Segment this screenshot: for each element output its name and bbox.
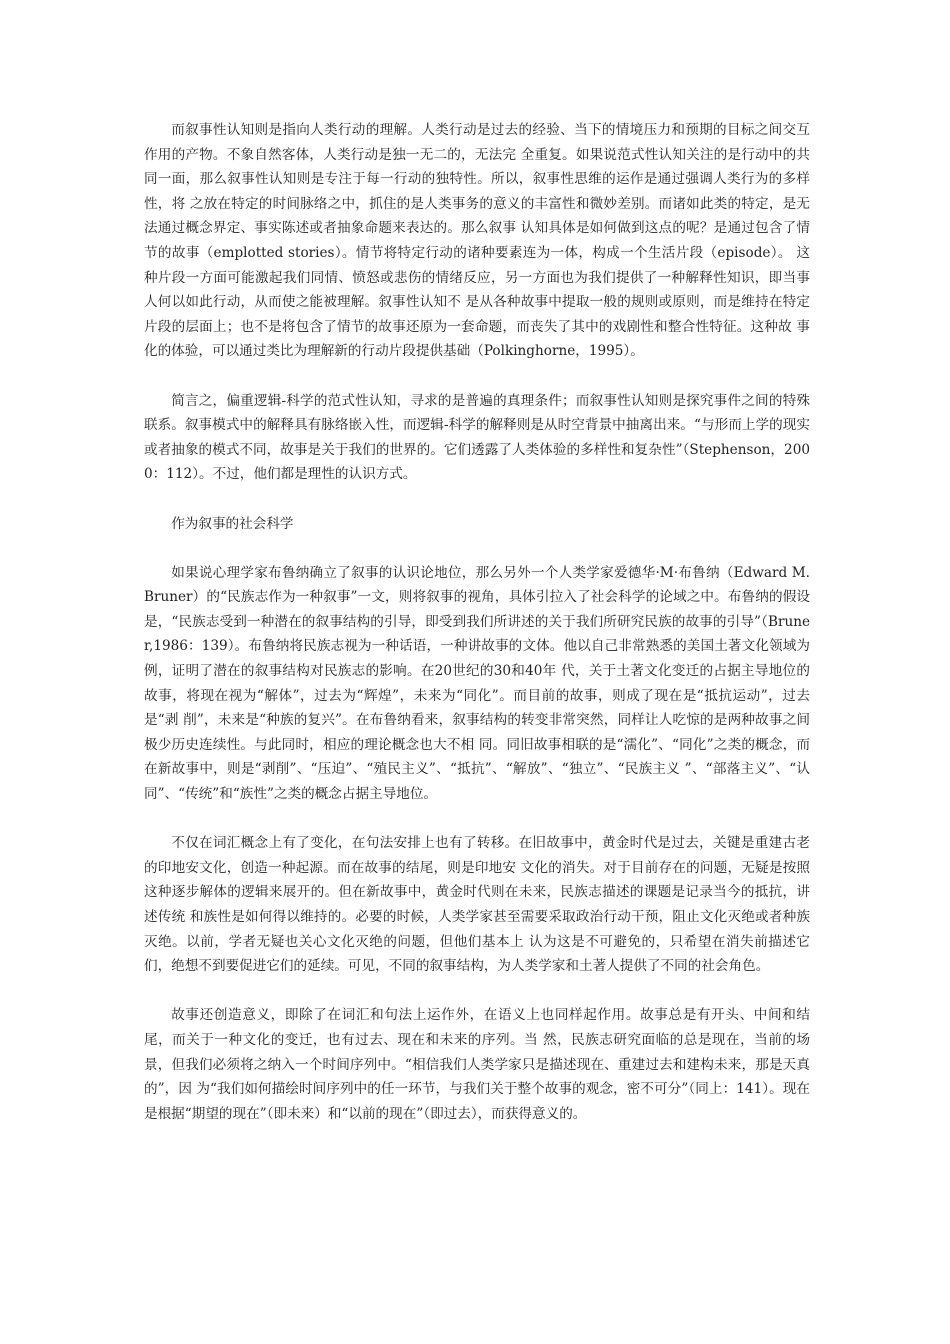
- paragraph-narrative-cognition: 而叙事性认知则是指向人类行动的理解。人类行动是过去的经验、当下的情境压力和预期的目标之间交互作用的产物。不象自然客体，人类行动是独一无二的，无法完 全重复。如果说范式性认知关注的是行动中的共同一面，那么叙事性认知则是专注于每一行动的独特性。所以，叙事性思维的运作是通过强调人类行为的多样性，将 之放在特定的时间脉络之中，抓住的是人类事务的意义的丰富性和微妙差别。而诸如此类的特定，是无法通过概念界定、事实陈述或者抽象命题来表达的。那么叙事 认知具体是如何做到这点的呢？是通过包含了情节的故事（emplotted stories）。情节将特定行动的诸种要素连为一体，构成一个生活片段（episode）。 这种片段一方面可能激起我们同情、愤怒或悲伤的情绪反应，另一方面也为我们提供了一种解释性知识，即当事人何以如此行动，从而使之能被理解。叙事性认知不 是从各种故事中提取一般的规则或原则，而是维持在特定片段的层面上；也不是将包含了情节的故事还原为一套命题，而丧失了其中的戏剧性和整合性特征。这种故 事化的体验，可以通过类比为理解新的行动片段提供基础（Polkinghorne，1995）。: [144, 122, 810, 360]
- paragraph-syntax-shift: 不仅在词汇概念上有了变化，在句法安排上也有了转移。在旧故事中，黄金时代是过去，关键是重建古老的印地安文化，创造一种起源。而在故事的结尾，则是印地安 文化的消失。对于目前存在的问题，无疑是按照这种逐步解体的逻辑来展开的。但在新故事中，黄金时代则在未来，民族志描述的课题是记录当今的抵抗，讲述传统 和族性是如何得以维持的。必要的时候，人类学家甚至需要采取政治行动干预，阻止文化灭绝或者种族灭绝。以前，学者无疑也关心文化灭绝的问题，但他们基本上 认为这是不可避免的，只希望在消失前描述它们，绝想不到要促进它们的延续。可见，不同的叙事结构，为人类学家和土著人提供了不同的社会角色。: [144, 835, 810, 975]
- paragraph-meaning: 故事还创造意义，即除了在词汇和句法上运作外，在语义上也同样起作用。故事总是有开头、中间和结尾，而关于一种文化的变迁，也有过去、现在和未来的序列。当 然，民族志研究面临的总是现在，当前的场景，但我们必须将之纳入一个时间序列中。“相信我们人类学家只是描述现在、重建过去和建构未来，那是天真的”，因 为“我们如何描绘时间序列中的任一环节，与我们关于整个故事的观念，密不可分”（同上：141）。现在是根据“期望的现在”（即未来）和“以前的现在”（即过去），而获得意义的。: [144, 1007, 810, 1122]
- document-body: [144, 118, 810, 1151]
- section-heading: 作为叙事的社会科学: [171, 515, 294, 532]
- paragraph-summary: 简言之，偏重逻辑-科学的范式性认知，寻求的是普遍的真理条件；而叙事性认知则是探究事件之间的特殊联系。叙事模式中的解释具有脉络嵌入性，而逻辑-科学的解释则是从时空背景中抽离出来。“与形而上学的现实或者抽象的模式不同，故事是关于我们的世界的。它们透露了人类体验的多样性和复杂性”（Stephenson，2000：112）。不过，他们都是理性的认识方式。: [144, 392, 810, 483]
- paragraph-bruner: 如果说心理学家布鲁纳确立了叙事的认识论地位，那么另外一个人类学家爱德华·M·布鲁纳（Edward M. Bruner）的“民族志作为一种叙事”一文，则将叙事的视角，具体引拉入了社会科学的论域之中。布鲁纳的假设是，“民族志受到一种潜在的叙事结构的引导，即受到我们所讲述的关于我们所研究民族的故事的引导”（Bruner,1986：139）。布鲁纳将民族志视为一种话语，一种讲故事的文体。他以自己非常熟悉的美国土著文化领域为例，证明了潜在的叙事结构对民族志的影响。在20世纪的30和40年 代，关于土著文化变迁的占据主导地位的故事，将现在视为“解体”，过去为“辉煌”，未来为“同化”。而目前的故事，则成了现在是“抵抗运动”，过去是“剥 削”，未来是“种族的复兴”。在布鲁纳看来，叙事结构的转变非常突然，同样让人吃惊的是两种故事之间极少历史连续性。与此同时，相应的理论概念也大不相 同。同旧故事相联的是“濡化”、“同化”之类的概念，而在新故事中，则是“剥削”、“压迫”、“殖民主义”、“抵抗”、“解放”、“独立”、“民族主义 ”、“部落主义”、“认同”、“传统”和“族性”之类的概念占据主导地位。: [144, 564, 810, 803]
